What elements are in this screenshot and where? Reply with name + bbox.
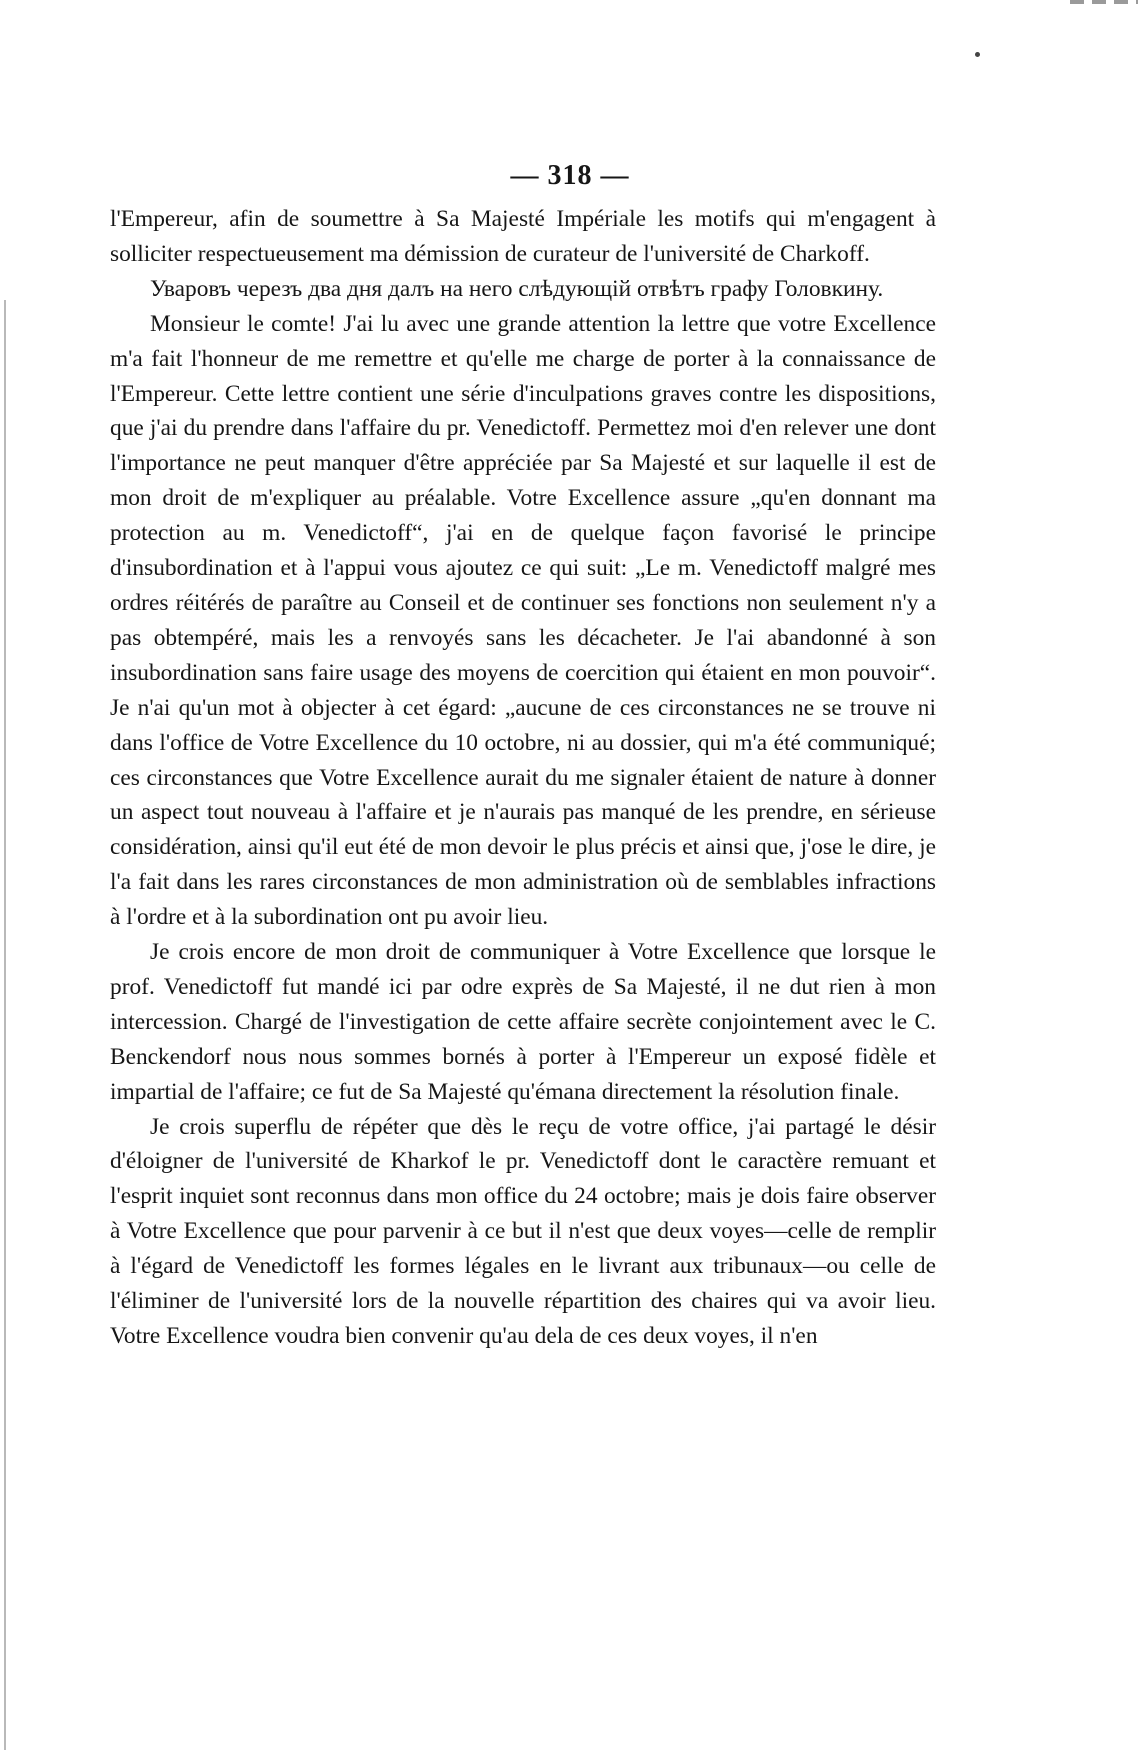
scan-corner-mark [1070,0,1138,4]
page-number: — 318 — [510,160,630,191]
body-text [110,202,936,1354]
paragraph-two-ways: Je crois superflu de répéter que dès le reçu de votre office, j'ai partagé le désir d'éloigner de l'université de Kharkof le pr. Venedictoff dont le caractère remuant et l'esprit inquiet sont reconnus dans mon office du 24 octobre; mais je dois faire observer à Votre Excellence que pour parvenir à ce but il n'est que deux voyes—celle de remplir à l'égard de Venedictoff les formes légales en le livrant aux tribunaux—ou celle de l'éliminer de l'université lors de la nouvelle répartition des chaires qui va avoir lieu. Votre Excellence voudra bien convenir qu'au dela de ces deux voyes, il n'en [110,1113,936,1349]
paragraph-intercession: Je crois encore de mon droit de communiquer à Votre Excellence que lorsque le prof. Venedictoff fut mandé ici par odre exprès de Sa Majesté, il ne dut rien à mon intercession. Chargé de l'investigation de cette affaire secrète conjointement avec le C. Benckendorf nous nous sommes bornés à porter à l'Empereur un exposé fidèle et impartial de l'affaire; ce fut de Sa Majesté qu'émana directement la résolution finale. [110,939,936,1105]
paragraph-russian-intro: Уваровъ черезъ два дня далъ на него слѣдующій отвѣтъ графу Головкину. [150,275,884,302]
scan-speck [975,52,980,57]
paragraph-letter-main: Monsieur le comte! J'ai lu avec une grande attention la lettre que votre Excellence m'a fait l'honneur de me remettre et qu'elle me charge de porter à la connaissance de l'Empereur. Cette lettre contient une série d'inculpations graves contre les dispositions, que j'ai du prendre dans l'affaire du pr. Venedictoff. Permettez moi d'en relever une dont l'importance ne peut manquer d'être appréciée par Sa Majesté et sur laquelle il est de mon droit de m'expliquer au préalable. Votre Excellence assure „qu'en donnant ma protection au m. Venedictoff“, j'ai en de quelque façon favorisé le principe d'insubordination et à l'appui vous ajoutez ce qui suit: „Le m. Venedictoff malgré mes ordres réitérés de paraître au Conseil et de continuer ses fonctions non seulement n'y a pas obtempéré, mais les a renvoyés sans les décacheter. Je l'ai abandonné à son insubordination sans faire usage des moyens de coercition qui étaient en mon pouvoir“. Je n'ai qu'un mot à objecter à cet égard: „aucune de ces circonstances ne se trouve ni dans l'office de Votre Excellence du 10 octobre, ni au dossier, qui m'a été communiqué; ces circonstances que Votre Excellence aurait du me signaler étaient de nature à donner un aspect tout nouveau à l'affaire et je n'aurais pas manqué de les prendre, en sérieuse considération, ainsi qu'il eut été de mon devoir le plus précis et ainsi que, j'ose le dire, je l'a fait dans les rares circonstances de mon administration où de semblables infractions à l'ordre et à la subordination ont pu avoir lieu. [110,310,936,931]
paragraph-continuation: l'Empereur, afin de soumettre à Sa Majesté Impériale les motifs qui m'engagent à solliciter respectueusement ma démission de curateur de l'université de Charkoff. [110,206,936,267]
scan-edge-mark [4,300,6,1750]
